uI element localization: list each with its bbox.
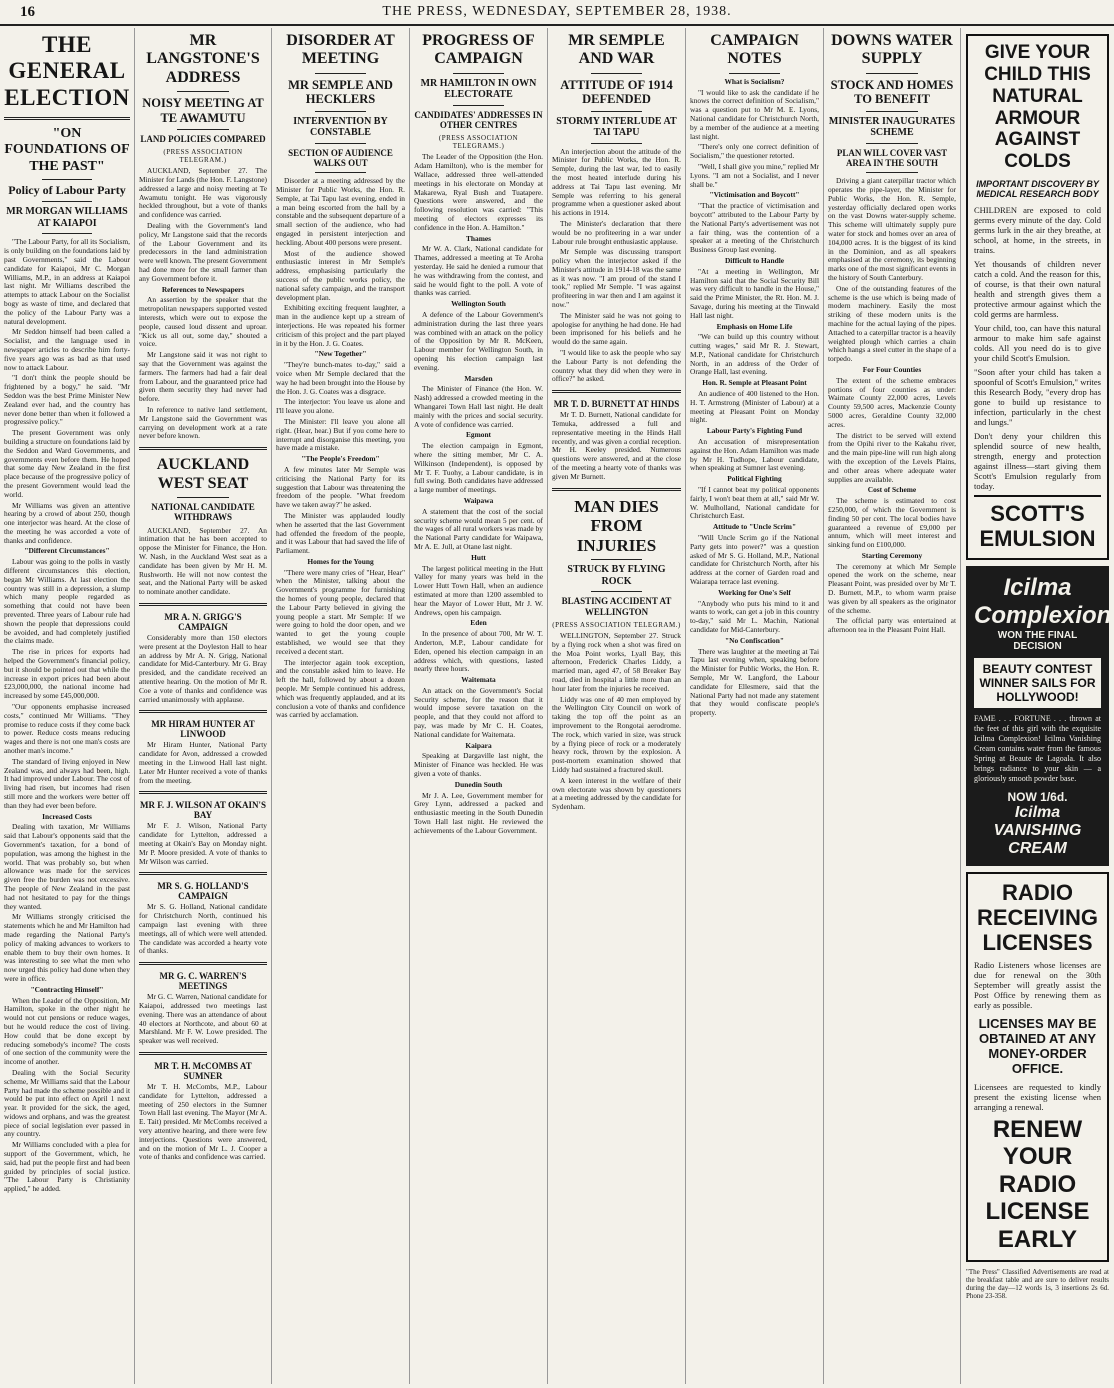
ad-text: Licensees are requested to kindly present the existing license when arranging a renewal. (974, 1081, 1101, 1112)
paragraph: Dealing with taxation, Mr Williams said that Labour's opponents said that the Government's taxation, for a bond of population, was among the highest in the world. That was probably so, but when allowance was made for the services given free the burden was not excessive. The people of New Zealand in the past had not hesitated to pay for the things they wanted. (4, 822, 130, 911)
paragraph: Labour Party's Fighting Fund (706, 426, 803, 436)
icilma-ad (966, 566, 1112, 866)
paragraph: "There were many cries of "Hear, Hear" when the Minister, talking about the Government's programme for furnishing the homes of young people, declared that the Labour Party believed in giving the young people a start. Mr Semple: If we were going to hold the door open, and we wanted to get the young couple established, we would see that they received a decent start. (276, 567, 405, 656)
paragraph: Mr W. A. Clark, National candidate for Thames, addressed a meeting at Te Aroha yesterday. He said he denied a rumour that he was withdrawing from the contest, and said he would fight to the poll. A vote of thanks was carried. (414, 244, 543, 298)
paragraph: "I would like to ask the people who say the Labour Party is not defending the country what they did when they were in office?" he asked. (552, 348, 681, 384)
paragraph: "Our opponents emphasise increased costs," continued Mr Williams. "They promise to reduce costs if they come back to power. Reduce costs means reducing wages and there is not one man's costs are another man's income." (4, 702, 130, 756)
paragraph: "That the practice of victimisation and boycott" attributed to the Labour Party by the National Party's advertisement was not a fair thing, was the contention of a speaker at a meeting of the Christchurch Business Group last evening. (690, 201, 819, 255)
paragraph: The extent of the scheme embraces portions of four counties as under: Waimate County 22,000 acres, Levels County 59,500 acres, Mackenzie County 5000 acres, Geraldine County 32,000 acres. (828, 375, 956, 429)
ad-body (974, 205, 1101, 491)
subheadline: MR G. C. WARREN'S MEETINGS (159, 971, 247, 992)
paragraph: A few minutes later Mr Semple was criticising the National Party for its suggestion that Labour was threatening the freedom of the people. "What freedom have we taken away?" he asked. (276, 464, 405, 510)
paragraph: Homes for the Young (307, 556, 374, 566)
paragraph: Marsden (464, 373, 493, 383)
paragraph: The interjector again took exception, and the constable asked him to leave. He left the hall, followed by about a dozen people. Mr Semple continued his address, which was frequently applauded, and at its conclusion a vote of thanks and confidence was carried by acclamation. (276, 657, 405, 720)
paragraph: An accusation of misrepresentation against the Hon. Adam Hamilton was made by Mr H. Tudhope, Labour candidate, when speaking at Sumner last evening. (690, 437, 819, 473)
ad-product: Icilma VANISHING CREAM (993, 803, 1082, 857)
paragraph: Mr Semple was discussing transport policy when the interjector asked if the Minister's attitude in 1914-18 was the same as it was now. "I am proud of the stand I took," replied Mr Semple. "I was against profiteering in war then and I am against it now." (552, 247, 681, 310)
subdeck: CANDIDATES' ADDRESSES IN OTHER CENTRES (414, 109, 543, 131)
paragraph: "There's only one correct definition of Socialism," the questioner retorted. (690, 142, 819, 161)
paragraph: The scheme is estimated to cost £250,000, of which the Government is finding 50 per cent. The local bodies have guaranteed a revenue of £9,000 per annum, which will meet interest and sinking fund on £100,000. (828, 496, 956, 550)
paragraph: The Minister said he was not going to apologise for anything he had done. He had been imprisoned for his beliefs and he would do the same again. (552, 310, 681, 347)
article-body (139, 903, 267, 956)
headline: THE GENERAL ELECTION (4, 32, 130, 110)
masthead (0, 0, 1114, 26)
ad-headline: GIVE YOUR CHILD THIS NATURAL ARMOUR AGAINST COLDS (984, 42, 1091, 173)
paragraph: Disorder at a meeting addressed by the Minister for Public Works, the Hon. R. Semple, at Tai Tapu last evening, ended in a man being escorted from the hall by a constable and the subsequent departure of a small section of the audience, who had engaged in persistent interjection and heckling. About 400 persons were present. (276, 176, 405, 247)
article-body (139, 527, 267, 597)
paragraph: Mr Williams was given an attentive hearing by a crowd of about 250, though one interjector was heard. At the close of the meeting he was accorded a vote of thanks and confidence. (4, 500, 130, 545)
paragraph: Hutt (471, 552, 486, 562)
paragraph: "No Confiscation" (725, 635, 784, 645)
paragraph: The Minister was applauded loudly when he asserted that the last Government had offended the freedom of the people, and it was Labour that had saved the life of Parliament. (276, 510, 405, 556)
column-disorder (272, 28, 410, 1384)
paragraph: The Minister: I'll leave you alone all right. (Hear, hear.) But if you come here to interrupt and disorganise this meeting, you have made a mistake. (276, 416, 405, 453)
byline: MR MORGAN WILLIAMS AT KAIAPOI (6, 206, 128, 229)
paragraph: The rise in prices for exports had helped the Government's financial policy, but it should be pointed out that while the increase in export prices had been about £23,000,000, the national income had increased by some £45,000,000. (4, 647, 130, 701)
paragraph: A defence of the Labour Government's administration during the last three years was combined with an attack on the policy of the Opposition by Mr R. McKeen, Labour member for Wellington South, in opening his election campaign last evening. (414, 310, 543, 372)
radio-licenses-ad (966, 872, 1109, 1262)
paragraph: "Anybody who puts his mind to it and wants to work, can get a job in this country to-day," said Mr L. Machin, National candidate for Mid-Canterbury. (690, 598, 819, 634)
masthead-title: THE PRESS, WEDNESDAY, SEPTEMBER 28, 1938. (382, 4, 732, 19)
article-body (139, 634, 267, 704)
paragraph: The present Government was only building a structure on foundations laid by the Seddon and Ward Governments, and governments even before them. He hoped that some day New Zealand in the first place because of the progressive policy of the present Government would lead the world. (4, 428, 130, 499)
article-body (690, 78, 819, 718)
paragraph: Waitemata (461, 675, 496, 685)
paragraph: Eden (470, 618, 487, 628)
press-credit: (PRESS ASSOCIATION TELEGRAM.) (163, 148, 243, 165)
article-body (139, 993, 267, 1046)
paragraph: What is Socialism? (724, 76, 785, 86)
subdeck: BLASTING ACCIDENT AT WELLINGTON (561, 596, 672, 617)
paragraph: "They're bunch-mates to-day," said a voice when Mr Semple declared that the way he had been brought into the House by the Hon. J. G. Coates was a disgrace. (276, 360, 405, 396)
column-progress-campaign (410, 28, 548, 1384)
paragraph: Liddy was one of 40 men employed by the Wellington City Council on work of taking the top off the point as an improvement to the Rongotai aerodrome. The rock, which varied in size, was struck by a flying piece of rock or a moderately heavy rock, thrown by the explosion. A post-mortem examination showed that Liddy had sustained a fractured skull. (552, 694, 681, 774)
article-body (139, 741, 267, 785)
paragraph: An audience of 400 listened to the Hon. H. T. Armstrong (Minister of Labour) at a meeting at Pleasant Point on Monday night. (690, 389, 819, 425)
paragraph: "Different Circumstances" (24, 546, 110, 556)
paragraph: Attitude to "Uncle Scrim" (712, 522, 797, 532)
paragraph: Mr Williams concluded with a plea for support of the Government, which, he said, had put the people first and had been guided by principles of social justice. "The Labour Party is Christianity applied," he added. (4, 1140, 130, 1194)
ad-subheadline: IMPORTANT DISCOVERY BY MEDICAL RESEARCH BODY (976, 179, 1099, 200)
subdeck: SECTION OF AUDIENCE WALKS OUT (288, 147, 393, 168)
subheadline: MR A. N. GRIGG'S CAMPAIGN (164, 612, 242, 633)
ad-price: NOW 1/6d. (1007, 789, 1068, 804)
paragraph: Driving a giant caterpillar tractor which operates the pipe-layer, the Minister for Public Works, the Hon. R. Semple, yesterday officially declared open works on the vast Downs water-supply scheme. This scheme will ultimately supply pure water for stock and homes over an area of 104,000 acres. It is the biggest of its kind in the Dominion, and as all speakers emphasised at the ceremony, its beginning marks one of the most significant events in the history of South Canterbury. (828, 176, 956, 282)
paragraph: WELLINGTON, September 27. Struck by a flying rock when a shot was fired on the Moa Point works, Lyall Bay, this afternoon, Frederick Charles Liddy, a married man, aged 47, of 58 Breaker Bay road, died in hospital a little more than an hour later from the injuries he received. (552, 630, 681, 693)
deck: MR HAMILTON IN OWN ELECTORATE (420, 77, 537, 101)
ad-banner: BEAUTY CONTEST WINNER SAILS FOR HOLLYWOOD! (974, 658, 1101, 708)
paragraph: "The Labour Party, for all its Socialism, is only building on the foundations laid by past Governments," said the Labour candidate for Kaiapoi, Mr C. Morgan Williams, M.P., in an address at Kaiapoi last night. Mr Williams described the attempts to attack Labour on the Socialist bogy as waste of time, and declared that the policy of the Labour Party was a natural development. (4, 237, 130, 326)
paragraph: The standard of living enjoyed in New Zealand was, and always had been, high. It had improved under Labour. The cost of living had risen, but incomes had risen still more and the workers were better off than they had ever been before. (4, 756, 130, 810)
paragraph: Don't deny your children this splendid source of new health, strength, energy and protection against illness—start giving them Scott's Emulsion regularly from today. (974, 431, 1101, 492)
deck: ATTITUDE OF 1914 DEFENDED (560, 77, 673, 107)
paragraph: References to Newspapers (161, 284, 245, 294)
press-credit: (PRESS ASSOCIATION TELEGRAM.) (552, 620, 681, 629)
article-body (552, 411, 681, 481)
paragraph: Starting Ceremony (861, 550, 923, 560)
subdeck: STORMY INTERLUDE AT TAI TAPU (556, 115, 677, 139)
paragraph: Dealing with the Social Security scheme, Mr Williams said that the Labour Party had made the scheme possible and it would be put into effect on April 1 next year. It provided for the sick, the aged, widows and orphans, and was the greatest piece of social legislation ever passed in any country. (4, 1067, 130, 1139)
ad-body (974, 960, 1101, 1010)
paragraph: "Will Uncle Scrim go if the National Party gets into power?" was a question asked of Mr S. G. Holland, M.P., National candidate for Christchurch North, after his address at the corner of Garden road and Waiarapa terrace last evening. (690, 533, 819, 587)
paragraph: "If I cannot beat my political opponents fairly, I won't beat them at all," said Mr W. W. Mulholland, National candidate for Christchurch East. (690, 485, 819, 521)
subheadline: MR F. J. WILSON AT OKAIN'S BAY (140, 800, 266, 821)
classified-notice: "The Press" Classified Advertisements are read at the breakfast table and are sure to deliver results during the day—12 words 1s, 3 insertions 2s 6d. Phone 23-358. (966, 1267, 1109, 1300)
paragraph: Waipawa (463, 495, 494, 505)
headline: MR SEMPLE AND WAR (568, 32, 665, 68)
ad-headline: RADIO RECEIVING LICENSES (976, 879, 1099, 956)
ad-notice: LICENSES MAY BE OBTAINED AT ANY MONEY-ORDER OFFICE. (978, 1015, 1097, 1076)
paragraph: For Four Counties (862, 364, 922, 374)
subdeck: MINISTER INAUGURATES SCHEME (828, 115, 956, 139)
paragraph: Egmont (465, 430, 492, 440)
paragraph: When the Leader of the Opposition, Mr Hamilton, spoke in the other night he would not cut pensions or reduce wages, but he would reduce the cost of living. How could that be done except by reducing somebody's income? The costs of one section of the community were the income of another. (4, 995, 130, 1067)
paragraph: The interjector: You leave us alone and I'll leave you alone. (276, 397, 405, 416)
column-advertisements (961, 28, 1114, 1384)
subheadline: MR T. D. BURNETT AT HINDS (553, 399, 680, 410)
column-langstone (135, 28, 272, 1384)
article-body (552, 632, 681, 812)
deck: NATIONAL CANDIDATE WITHDRAWS (151, 501, 255, 523)
paragraph: There was laughter at the meeting at Tai Tapu last evening when, speaking before the Minister for Public Works, the Hon. R. Semple, Mr W. Langford, the Labour candidate for Ellesmere, said that the National Party had not made any statement that they would confiscate people's property. (690, 646, 819, 718)
paragraph: "I don't think the people should be frightened by a bogy," he said. "Mr Seddon was the best Prime Minister New Zealand ever had, and the country has never done better than when it followed a progressive policy." (4, 373, 130, 427)
paragraph: Working for One's Self (718, 587, 791, 597)
paragraph: Most of the audience showed enthusiastic interest in Mr Semple's address, emphasising particularly the success of the public works policy, the national safety campaign, and the transport development plan. (276, 248, 405, 302)
paragraph: One of the outstanding features of the scheme is the use which is being made of modern machinery. Easily the most striking of these modern units is the machine for the actual laying of the pipes. Attached to a caterpillar tractor is a heavily weighted plough which carries a chain which hangs a steel cutter in the shape of a torpedo. (828, 283, 956, 364)
deck: STRUCK BY FLYING ROCK (567, 564, 666, 587)
paragraph: AUCKLAND, September 27. The Minister for Lands (the Hon. F. Langstone) addressed a large and noisy meeting at Te Awamutu tonight. He was vigorously heckled throughout, but a vote of thanks and confidence was carried. (139, 166, 267, 220)
ad-cta: RENEW YOUR RADIO LICENSE EARLY (985, 1115, 1090, 1253)
article-body (139, 167, 267, 441)
paragraph: A statement that the cost of the social security scheme would mean 5 per cent. of the wages of all rural workers was made by the National Party candidate for Waipawa, Mr A. E. Jull, at Otane last night. (414, 506, 543, 551)
paragraph: Mr Williams strongly criticised the statements which he and Mr Hamilton had made regarding the National Party's policy of making advances to workers to enable them to buy their own homes. It was interesting to see what the men who now urged this policy had done when they were in office. (4, 912, 130, 983)
paragraph: Mr J. A. Lee, Government member for Grey Lynn, addressed a packed and enthusiastic meeting in the South Dunedin Town Hall last night. He reviewed the achievements of the Labour Government. (414, 790, 543, 835)
column-downs-water (824, 28, 961, 1384)
paragraph: Difficult to Handle (724, 255, 785, 265)
paragraph: The Minister's declaration that there would be no profiteering in a war under Labour rule brought enthusiastic applause. (552, 218, 681, 246)
paragraph: Cost of Scheme (867, 485, 917, 495)
headline: CAMPAIGN NOTES (710, 32, 799, 68)
paragraph: The largest political meeting in the Hutt Valley for many years was held in the Lower Hutt Town Hall, when an audience estimated at more than 1200 assembled to hear the Mayor of Lower Hutt, Mr J. W. Andrews, open his campaign. (414, 563, 543, 617)
paragraph: Mr T. H. McCombs, M.P., Labour candidate for Lyttelton, addressed a meeting of 250 electors in the Sumner Town Hall last evening. The Mayor (Mr A. E. Tait) presided. Mr McCombs received a very attentive hearing, and there were few interjections. Questions were answered, and on the motion of Mr L. J. Cooper a vote of thanks and confidence was carried. (139, 1081, 267, 1162)
headline: DOWNS WATER SUPPLY (831, 32, 953, 68)
ad-brand: SCOTT'S EMULSION (974, 495, 1101, 552)
paragraph: The official party was entertained at afternoon tea in the Pleasant Point Hall. (828, 616, 956, 635)
paragraph: "Contracting Himself" (30, 984, 104, 994)
deck: NOISY MEETING AT TE AWAMUTU (142, 96, 264, 125)
deck: MR SEMPLE AND HECKLERS (288, 77, 393, 107)
paragraph: Exhibiting exciting frequent laughter, a man in the audience kept up a stream of interjections. He was repeated his former criticism of this project and the part played in it by the Hon. J. G. Coates. (276, 303, 405, 348)
paragraph: The district to be served will extend from the Opihi river to the Kakahu river, and the main pipe-line will run high along with the exception of the Levels Plains, and other areas where adequate water supplies are available. (828, 430, 956, 484)
article-body (276, 177, 405, 720)
subheadline: MR T. H. McCOMBS AT SUMNER (154, 1060, 252, 1081)
paragraph: Emphasis on Home Life (716, 321, 793, 331)
paragraph: An interjection about the attitude of the Minister for Public Works, the Hon. R. Semple, during the last war, led to easily the most heated interlude during his address at Tai Tapu last evening. Mr Semple was referring to his general programme when a questioner asked about his actions in 1914. (552, 146, 681, 218)
paragraph: Mr Hiram Hunter, National Party candidate for Avon, addressed a crowded meeting in the Linwood Hall last night. Later Mr Hunter received a vote of thanks from the meeting. (139, 740, 267, 785)
paragraph: Considerably more than 150 electors were present at the Doyleston Hall to hear an address by Mr A. N. Grigg, National candidate for Mid-Canterbury. Mr G. Bray presided, and the candidate received an attentive hearing. On the motion of Mr R. Coe a vote of thanks and confidence was carried unanimously with applause. (139, 633, 267, 704)
paragraph: Radio Listeners whose licenses are due for renewal on the 30th September will greatly assist the Post Office by renewing them as early as possible. (974, 959, 1101, 1010)
paragraph: Mr T. D. Burnett, National candidate for Temuka, addressed a full and representative meeting in the Hinds Hall recently, and was given a cordial reception. Mr H. Keeley presided. Numerous questions were answered, and at the close of the meeting a hearty vote of thanks was given Mr Burnett. (552, 410, 681, 481)
paragraph: The election campaign in Egmont, where the sitting member, Mr C. A. Wilkinson (Independent), is opposed by Mr T. F. Tuohy, a Labour candidate, is in full swing. Both candidates have addressed a large number of meetings. (414, 441, 543, 495)
paragraph: The ceremony at which Mr Semple opened the work on the scheme, near Pleasant Point, was presided over by Mr T. D. Burnett, M.P., to whom warm praise was given by all speakers as the originator of the scheme. (828, 561, 956, 615)
paragraph: "Soon after your child has taken a spoonful of Scott's Emulsion," writes this Research Body, "every drop has gone to build up resistance to infection, particularly in the chest and lungs." (974, 367, 1101, 428)
paragraph: Labour was going to the polls in vastly different circumstances this election, began Mr Williams. At last election the country was still in a depression, a slump which many people regarded as something that could not have been prevented. Three years of Labour rule had shown the people that depressions could be avoided, and had completely justified the claims made. (4, 557, 130, 646)
ad-brand: Icilma Complexion (974, 573, 1112, 629)
column-general-election (0, 28, 135, 1384)
paragraph: "At a meeting in Wellington, Mr Hamilton said that the Social Security Bill was very difficult to handle in the House," said the Prime Minister, the Rt. Hon. M. J. Savage, during his meeting at the Tinwald Hall last night. (690, 266, 819, 320)
ad-tagline: WON THE FINAL DECISION (997, 629, 1078, 652)
paragraph: Mr S. G. Holland, National candidate for Christchurch North, continued his campaign last evening with three meetings, all of which were well attended. The candidate was accorded a hearty vote of thanks. (139, 902, 267, 956)
paragraph: In reference to native land settlement, Mr Langstone said the Government was carrying on development work at a rate never before known. (139, 404, 267, 441)
paragraph: Dunedin South (454, 779, 503, 789)
subdeck: LAND POLICIES COMPARED (140, 133, 266, 144)
paragraph: An assertion by the speaker that the metropolitan newspapers supported vested interests, which were out to expose the people, caused loud dissent and uproar. "Kick us all out, some day," shouted a voice. (139, 295, 267, 349)
scotts-emulsion-ad (966, 34, 1109, 560)
paragraph: Mr Seddon himself had been called a Socialist, and the language used in newspaper articles to describe him forty-five years ago was as bad as that used now to attack Labour. (4, 327, 130, 372)
paragraph: Mr Langstone said it was not right to say that the Government was against the farmers. The farmers had had a fair deal from Labour, and the guaranteed price had given them security they had never had before. (139, 350, 267, 404)
paragraph: Increased Costs (42, 811, 92, 821)
paragraph: The Leader of the Opposition (the Hon. Adam Hamilton), who is the member for Wallace, addressed three well-attended meetings in his electorate on Monday at Makarewa, Ryal Bush and Tuatapere. Questions were answered, and the following resolution was carried: "This meeting of electors expresses its confidence in the Hon. A. Hamilton." (414, 152, 543, 232)
paragraph: The Minister of Finance (the Hon. W. Nash) addressed a crowded meeting in the Whangarei Town Hall last night. He dealt mainly with the prices and social security. A vote of confidence was carried. (414, 384, 543, 429)
column-campaign-notes (686, 28, 824, 1384)
paragraph: Wellington South (451, 299, 506, 309)
paragraph: AUCKLAND, September 27. An intimation that he has been accepted to oppose the Minister for Finance, the Hon. W. Nash, in the Auckland West seat as a candidate has been given by Mr H. M. Rushworth. He will not now contest the seat, and the National Party will be asked to nominate another candidate. (139, 525, 267, 597)
paragraph: An attack on the Government's Social Security scheme, for the reason that it would impose severe taxation on the people, and that they could not afford to pay, was made by Mr C. H. Coates, National candidate for Waitemata. (414, 685, 543, 739)
article-body (828, 177, 956, 635)
paragraph: Your child, too, can have this natural armour to make him safe against colds. All you need do is to give your child Scott's Emulsion. (974, 323, 1101, 364)
paragraph: "New Together" (314, 349, 367, 359)
paragraph: Mr G. C. Warren, National candidate for Kaiapoi, addressed two meetings last evening. There was an attendance of about 40 electors at Northcote, and about 60 at Marshland. Mr F. W. Lowe presided. The speaker was well received. (139, 992, 267, 1046)
paragraph: Yet thousands of children never catch a cold. And the reason for this, of course, is that their own natural health and strength gives them a protective armour against which the cold germs are harmless. (974, 259, 1101, 320)
paragraph: Thames (465, 233, 492, 243)
paragraph: Dealing with the Government's land policy, Mr Langstone said that the records of the Labour Government and its predecessors in the land administration were well known. The present Government had done more for the small farmer than any Government before it. (139, 221, 267, 283)
paragraph: Speaking at Dargaville last night, the Minister of Finance was heckled. He was given a vote of thanks. (414, 751, 543, 779)
paragraph: CHILDREN are exposed to cold germs every minute of the day. Cold germs lurk in the air they breathe, at school, at home, in the streets, in trains. (974, 205, 1101, 256)
subdeck: INTERVENTION BY CONSTABLE (293, 115, 388, 139)
press-credit: (PRESS ASSOCIATION TELEGRAMS.) (438, 134, 519, 151)
subheadline: MR S. G. HOLLAND'S CAMPAIGN (157, 881, 249, 902)
paragraph: "We can build up this country without cutting wages," said Mr R. J. Stewart, M.P., National candidate for Christchurch North, in an address of the Order of Orange Hall, last evening. (690, 332, 819, 377)
article-body (139, 822, 267, 866)
page-number: 16 (20, 4, 35, 20)
paragraph: "Victimisation and Boycott" (709, 190, 800, 200)
headline: PROGRESS OF CAMPAIGN (422, 32, 535, 68)
ad-text: FAME . . . FORTUNE . . . thrown at the feet of this girl with the exquisite Icilma Complexion! Icilma Vanishing Cream contains water from the famous Spring at Beaute de Lagoala. It also brings radiance to your skin — a gloriously smooth powder base. (974, 713, 1101, 783)
headline: AUCKLAND WEST SEAT (156, 456, 250, 492)
article-body (414, 153, 543, 835)
headline: DISORDER AT MEETING (286, 32, 395, 68)
subheadline: MR HIRAM HUNTER AT LINWOOD (151, 719, 255, 740)
headline: MAN DIES FROM INJURIES (574, 496, 659, 555)
subdeck: PLAN WILL COVER VAST AREA IN THE SOUTH (836, 147, 948, 168)
headline: MR LANGSTONE'S ADDRESS (146, 32, 260, 86)
paragraph: "I would like to ask the candidate if he knows the correct definition of Socialism," was a question put to Mr M. E. Lyons, National candidate for Christchurch North, by a member of the audience at a meeting last night. (690, 87, 819, 141)
paragraph: A keen interest in the welfare of their own electorate was shown by questioners at a meeting addressed by the candidate for Sydenham. (552, 775, 681, 812)
column-semple-war (548, 28, 686, 1384)
paragraph: Kaipara (465, 740, 492, 750)
article-body (4, 238, 130, 1194)
paragraph: Mr F. J. Wilson, National Party candidate for Lyttelton, addressed a meeting at Okain's Bay on Monday night. Mr P. Moore presided. A vote of thanks to Mr Wilson was carried. (139, 821, 267, 866)
article-body (552, 148, 681, 385)
paragraph: Hon. R. Semple at Pleasant Point (702, 378, 807, 388)
deck: STOCK AND HOMES TO BENEFIT (830, 77, 954, 107)
subheadline: "ON FOUNDATIONS OF THE PAST" (4, 126, 130, 174)
paragraph: In the presence of about 700, Mr W. T. Anderton, M.P., Labour candidate for Eden, opened his election campaign in an address which, with questions, lasted nearly three hours. (414, 629, 543, 674)
deck: Policy of Labour Party (8, 182, 126, 197)
paragraph: "The People's Freedom" (301, 454, 380, 464)
article-body (139, 1083, 267, 1162)
paragraph: "Well, I shall give you mine," replied Mr Lyons. "I am not a Socialist, and I never shall be." (690, 161, 819, 189)
paragraph: Political Fighting (727, 474, 782, 484)
